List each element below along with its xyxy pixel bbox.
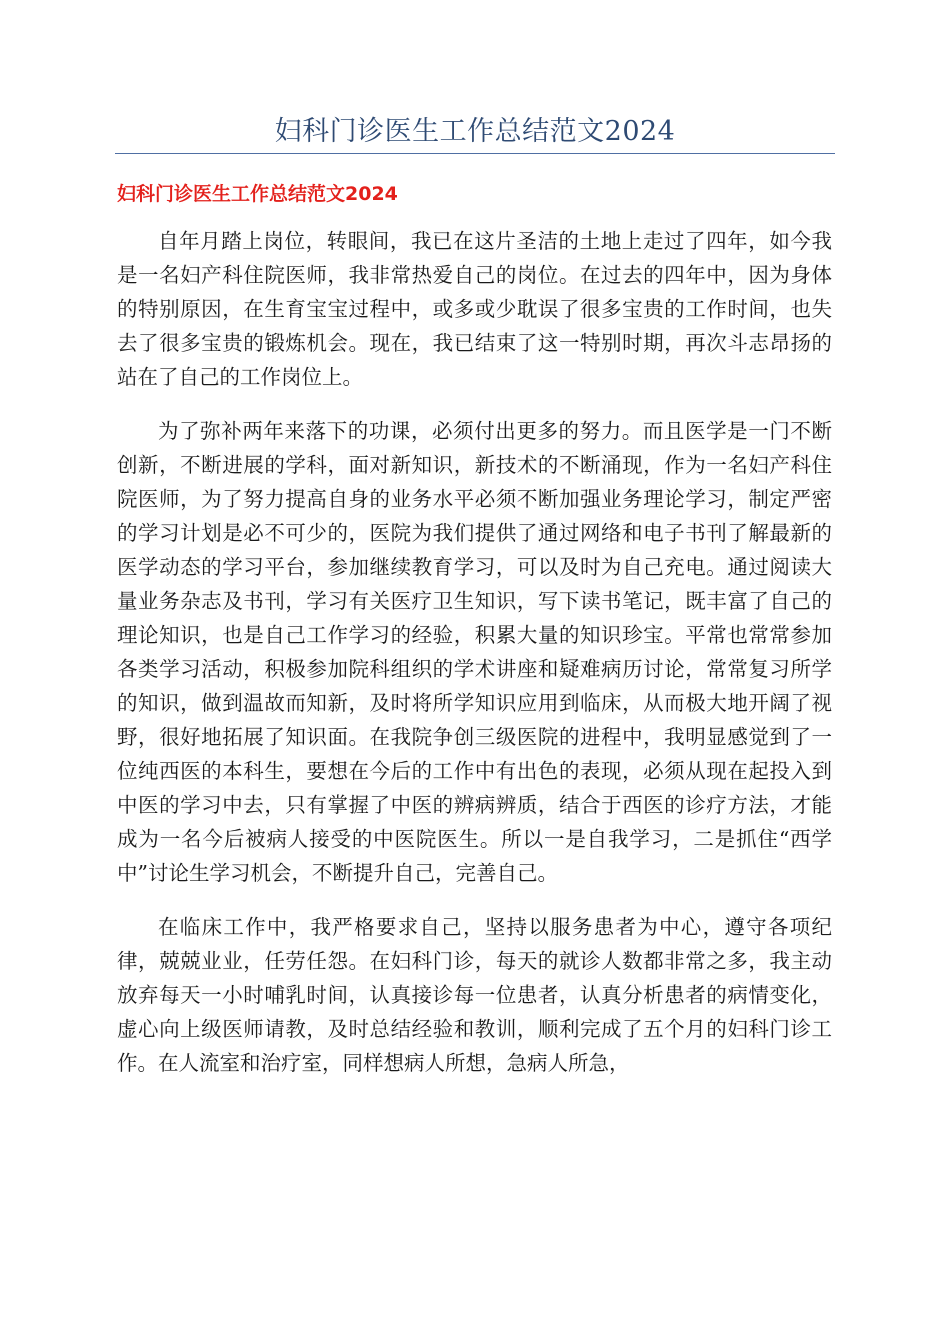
title-divider (115, 153, 835, 154)
document-title: 妇科门诊医生工作总结范文2024 (274, 116, 676, 147)
paragraph-3: 在临床工作中，我严格要求自己，坚持以服务患者为中心，遵守各项纪律，兢兢业业，任劳任怨。在妇科门诊，每天的就诊人数都非常之多，我主动放弃每天一小时哺乳时间，认真接诊每一位患者，认真分析患者的病情变化，虚心向上级医师请教，及时总结经验和教训，顺利完成了五个月的妇科门诊工作。在人流室和治疗室，同样想病人所想，急病人所急， (117, 915, 832, 1075)
paragraph-2: 为了弥补两年来落下的功课，必须付出更多的努力。而且医学是一门不断创新，不断进展的学科，面对新知识，新技术的不断涌现，作为一名妇产科住院医师，为了努力提高自身的业务水平必须不断加强业务理论学习，制定严密的学习计划是必不可少的，医院为我们提供了通过网络和电子书刊了解最新的医学动态的学习平台，参加继续教育学习，可以及时为自己充电。通过阅读大量业务杂志及书刊，学习有关医疗卫生知识，写下读书笔记，既丰富了自己的理论知识，也是自己工作学习的经验，积累大量的知识珍宝。平常也常常参加各类学习活动，积极参加院科组织的学术讲座和疑难病历讨论，常常复习所学的知识，做到温故而知新，及时将所学知识应用到临床，从而极大地开阔了视野，很好地拓展了知识面。在我院争创三级医院的进程中，我明显感觉到了一位纯西医的本科生，要想在今后的工作中有出色的表现，必须从现在起投入到中医的学习中去，只有掌握了中医的辨病辨质，结合于西医的诊疗方法，才能成为一名今后被病人接受的中医院医生。所以一是自我学习，二是抓住“西学中”讨论生学习机会，不断提升自己，完善自己。 (117, 419, 832, 885)
section-heading: 妇科门诊医生工作总结范文2024 (117, 183, 398, 205)
document-body (117, 224, 832, 1100)
paragraph-1: 自年月踏上岗位，转眼间，我已在这片圣洁的土地上走过了四年，如今我是一名妇产科住院医师，我非常热爱自己的岗位。在过去的四年中，因为身体的特别原因，在生育宝宝过程中，或多或少耽误了很多宝贵的工作时间，也失去了很多宝贵的锻炼机会。现在，我已结束了这一特别时期，再次斗志昂扬的站在了自己的工作岗位上。 (117, 229, 832, 389)
